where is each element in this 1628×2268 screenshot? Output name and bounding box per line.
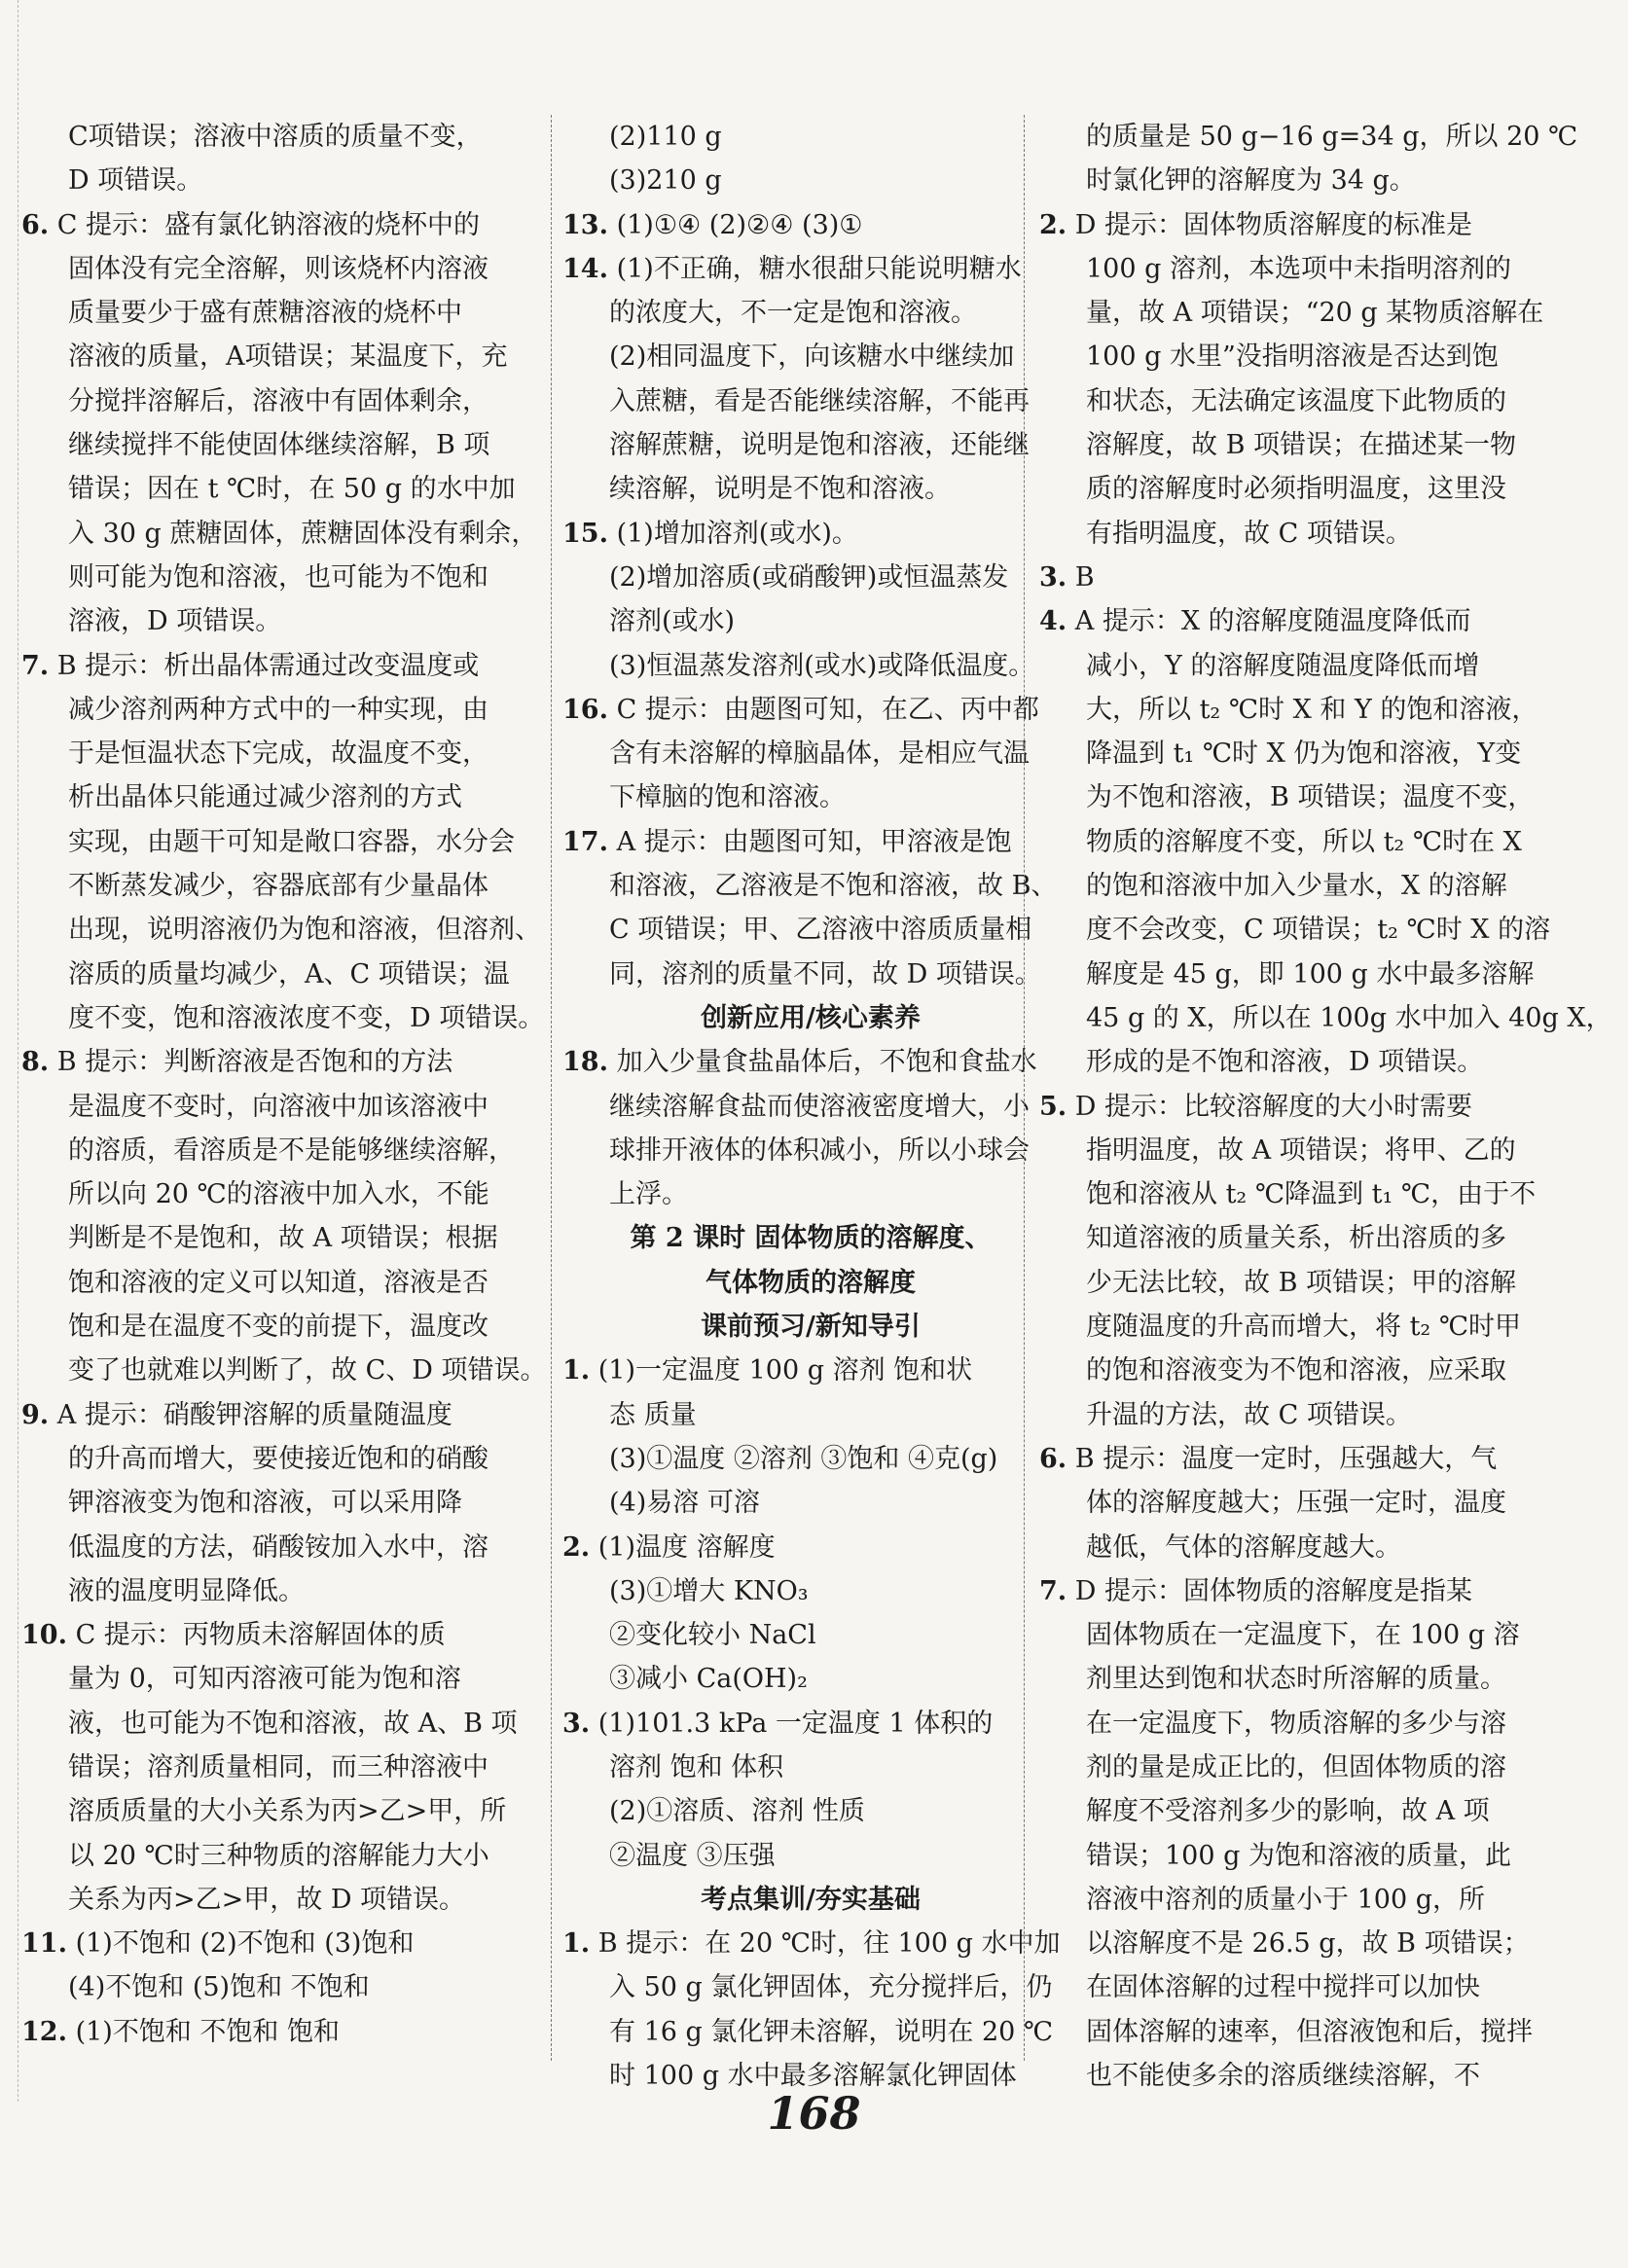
answer-line [1039, 1922, 1536, 1965]
answer-line [562, 2010, 1059, 2054]
section-heading [562, 1216, 1059, 1260]
answer-line [21, 1172, 537, 1216]
section-heading [562, 1878, 1059, 1922]
answer-text: 下樟脑的饱和溶液。 [609, 782, 846, 813]
answer-text: (3)①增大 KNO₃ [609, 1575, 809, 1606]
answer-item [1039, 1437, 1536, 1481]
answer-text: A 提示：硝酸钾溶解的质量随温度 [49, 1399, 452, 1430]
binding-margin [0, 0, 18, 2102]
answer-text: 度不变，饱和溶液浓度不变，D 项错误。 [68, 1002, 545, 1033]
answer-text: B [1067, 561, 1095, 593]
answer-text: 第 2 课时 固体物质的溶解度、 [630, 1223, 992, 1254]
question-number: 2. [1039, 209, 1067, 240]
answer-text: 度随温度的升高而增大，将 t₂ ℃时甲 [1086, 1312, 1522, 1343]
answer-item [1039, 1569, 1536, 1613]
answer-text: 时 100 g 水中最多溶解氯化钾固体 [609, 2061, 1017, 2092]
question-number: 3. [1039, 561, 1067, 593]
answer-line [21, 1657, 537, 1701]
answer-column-2 [562, 115, 1061, 2092]
answer-line [21, 775, 537, 819]
answer-line [21, 335, 537, 378]
answer-text: B 提示：温度一定时，压强越大，气 [1067, 1443, 1498, 1474]
question-number: 1. [562, 1928, 591, 1960]
answer-text: A 提示：由题图可知，甲溶液是饱 [607, 826, 1012, 857]
answer-text: 减小，Y 的溶解度随温度降低而增 [1086, 650, 1480, 681]
answer-text: 低温度的方法，硝酸铵加入水中，溶 [68, 1531, 488, 1563]
answer-line [1039, 732, 1536, 775]
answer-text: 错误；溶剂质量相同，而三种溶液中 [68, 1751, 488, 1782]
answer-text: 知道溶液的质量关系，析出溶质的多 [1086, 1223, 1506, 1254]
answer-text: (3)210 g [609, 165, 722, 197]
answer-text: (1)增加溶剂(或水)。 [607, 518, 858, 549]
answer-line [21, 1746, 537, 1789]
answer-line [1039, 1481, 1536, 1525]
question-number: 7. [1039, 1575, 1067, 1606]
answer-text: 时氯化钾的溶解度为 34 g。 [1086, 165, 1416, 197]
answer-line [1039, 688, 1536, 732]
answer-text: D 提示：固体物质溶解度的标准是 [1067, 209, 1472, 240]
answer-text: 升温的方法，故 C 项错误。 [1086, 1399, 1412, 1430]
question-number: 12. [21, 2016, 67, 2047]
page-number: 168 [767, 2087, 861, 2140]
answer-text: 态 质量 [609, 1399, 697, 1430]
answer-line [21, 599, 537, 643]
answer-line [21, 247, 537, 291]
answer-text: 实现，由题干可知是敞口容器，水分会 [68, 826, 515, 857]
answer-line [562, 291, 1059, 335]
answer-text: 考点集训/夯实基础 [701, 1884, 921, 1915]
answer-text: 有 16 g 氯化钾未溶解，说明在 20 ℃ [609, 2016, 1054, 2047]
answer-line [1039, 1216, 1536, 1260]
answer-text: 形成的是不饱和溶液，D 项错误。 [1086, 1047, 1484, 1078]
question-number: 17. [562, 826, 608, 857]
answer-text: 为不饱和溶液，B 项错误；温度不变， [1086, 782, 1535, 813]
answer-item [21, 1922, 537, 1965]
answer-text: 的饱和溶液变为不饱和溶液，应采取 [1086, 1355, 1506, 1386]
answer-item [562, 1922, 1059, 1965]
answer-text: 钾溶液变为饱和溶液，可以采用降 [68, 1488, 462, 1519]
answer-text: 溶质的质量均减少，A、C 项错误；温 [68, 958, 510, 990]
answer-text: 大，所以 t₂ ℃时 X 和 Y 的饱和溶液， [1086, 694, 1538, 725]
answer-text: A 提示：X 的溶解度随温度降低而 [1067, 606, 1471, 637]
answer-line [1039, 1040, 1536, 1084]
answer-text: 溶剂(或水) [609, 606, 736, 637]
answer-text: B 提示：判断溶液是否饱和的方法 [49, 1047, 453, 1078]
answer-line [1039, 644, 1536, 688]
answer-text: 继续溶解食盐而使溶液密度增大，小 [609, 1091, 1030, 1122]
question-number: 3. [562, 1708, 591, 1739]
answer-line [1039, 1349, 1536, 1392]
question-number: 15. [562, 518, 608, 549]
answer-text: 变了也就难以判断了，故 C、D 项错误。 [68, 1355, 547, 1386]
answer-line [21, 1526, 537, 1569]
answer-item [1039, 556, 1536, 599]
answer-line [21, 1569, 537, 1613]
answer-item [562, 1526, 1059, 1569]
answer-text: 同，溶剂的质量不同，故 D 项错误。 [609, 958, 1041, 990]
answer-text: 续溶解，说明是不饱和溶液。 [609, 474, 951, 505]
answer-line [1039, 512, 1536, 556]
answer-text: 关系为丙>乙>甲，故 D 项错误。 [68, 1884, 466, 1915]
answer-line [21, 1261, 537, 1305]
answer-text: 出现，说明溶液仍为饱和溶液，但溶剂、 [68, 915, 541, 946]
answer-line [21, 1129, 537, 1172]
answer-text: 上浮。 [609, 1179, 688, 1210]
answer-line [21, 1481, 537, 1525]
answer-column-1 [21, 115, 547, 2047]
answer-text: 100 g 溶剂，本选项中未指明溶剂的 [1086, 253, 1511, 284]
answer-text: (3)①温度 ②溶剂 ③饱和 ④克(g) [609, 1443, 998, 1474]
answer-text: 固体溶解的速率，但溶液饱和后，搅拌 [1086, 2016, 1533, 2047]
answer-text: 质量要少于盛有蔗糖溶液的烧杯中 [68, 298, 462, 329]
answer-line [21, 1437, 537, 1481]
answer-line [562, 1393, 1059, 1437]
answer-line [1039, 2010, 1536, 2054]
answer-text: 的饱和溶液中加入少量水，X 的溶解 [1086, 871, 1507, 902]
answer-line [1039, 467, 1536, 511]
answer-line [1039, 1393, 1536, 1437]
answer-item [562, 203, 1059, 247]
answer-text: 45 g 的 X，所以在 100g 水中加入 40g X， [1086, 1002, 1612, 1033]
answer-line [562, 644, 1059, 688]
answer-item [21, 203, 537, 247]
answer-text: 有指明温度，故 C 项错误。 [1086, 518, 1412, 549]
answer-line [1039, 1657, 1536, 1701]
answer-text: 量，故 A 项错误；“20 g 某物质溶解在 [1086, 298, 1544, 329]
answer-text: ②变化较小 NaCl [609, 1620, 816, 1651]
answer-text: (1)一定温度 100 g 溶剂 饱和状 [590, 1355, 973, 1386]
answer-text: 则可能为饱和溶液，也可能为不饱和 [68, 561, 488, 593]
answer-line [1039, 115, 1578, 159]
answer-line [21, 291, 537, 335]
column-divider [1024, 115, 1025, 2061]
question-number: 16. [562, 694, 608, 725]
answer-text: 以 20 ℃时三种物质的溶解能力大小 [68, 1840, 489, 1871]
answer-text: 入 30 g 蔗糖固体，蔗糖固体没有剩余， [68, 518, 538, 549]
answer-line [1039, 1965, 1536, 2009]
answer-item [21, 644, 537, 688]
answer-line [1039, 1526, 1536, 1569]
question-number: 6. [1039, 1443, 1067, 1474]
answer-line [1039, 820, 1536, 864]
answer-text: 于是恒温状态下完成，故温度不变， [68, 738, 488, 770]
answer-text: 饱和溶液从 t₂ ℃降温到 t₁ ℃，由于不 [1086, 1179, 1537, 1210]
question-number: 7. [21, 650, 50, 681]
answer-line [21, 1965, 537, 2009]
answer-text: (1)101.3 kPa 一定温度 1 体积的 [590, 1708, 994, 1739]
answer-item [21, 1040, 537, 1084]
answer-text: 球排开液体的体积减小，所以小球会 [609, 1134, 1030, 1166]
answer-text: (3)恒温蒸发溶剂(或水)或降低温度。 [609, 650, 1035, 681]
answer-text: (2)①溶质、溶剂 性质 [609, 1796, 865, 1827]
answer-item [562, 820, 1059, 864]
answer-text: (1)不正确，糖水很甜只能说明糖水 [607, 253, 1022, 284]
answer-line [562, 1657, 1059, 1701]
answer-item [21, 1613, 537, 1657]
answer-line [21, 864, 537, 908]
answer-line [562, 1481, 1059, 1525]
answer-line [21, 467, 537, 511]
answer-text: 和状态，无法确定该温度下此物质的 [1086, 385, 1506, 416]
answer-text: 饱和溶液的定义可以知道，溶液是否 [68, 1267, 488, 1298]
answer-text: 固体物质在一定温度下，在 100 g 溶 [1086, 1620, 1520, 1651]
answer-text: 判断是不是饱和，故 A 项错误；根据 [68, 1223, 498, 1254]
answer-line [562, 908, 1059, 952]
answer-line [21, 1834, 537, 1878]
answer-text: C 提示：盛有氯化钠溶液的烧杯中的 [49, 209, 481, 240]
answer-line [21, 1878, 537, 1922]
answer-line [21, 1789, 537, 1833]
answer-text: (2)110 g [609, 122, 722, 152]
answer-line [1039, 159, 1536, 202]
answer-item [21, 1393, 537, 1437]
answer-text: 溶液中溶剂的质量小于 100 g，所 [1086, 1884, 1485, 1915]
answer-column-3 [1039, 115, 1612, 2092]
answer-text: 是温度不变时，向溶液中加该溶液中 [68, 1091, 488, 1122]
answer-line [1039, 423, 1536, 467]
answer-text: 溶液的质量，A项错误；某温度下，充 [68, 342, 508, 373]
answer-text: 所以向 20 ℃的溶液中加入水，不能 [68, 1179, 489, 1210]
answer-text: C 提示：丙物质未溶解固体的质 [66, 1620, 446, 1651]
question-number: 14. [562, 253, 608, 284]
answer-text: 量为 0，可知丙溶液可能为饱和溶 [68, 1664, 461, 1695]
answer-text: (1)不饱和 (2)不饱和 (3)饱和 [66, 1928, 415, 1960]
answer-text: 溶剂 饱和 体积 [609, 1751, 784, 1782]
answer-text: 含有未溶解的樟脑晶体，是相应气温 [609, 738, 1030, 770]
answer-line [562, 953, 1059, 996]
answer-text: D 提示：比较溶解度的大小时需要 [1067, 1091, 1472, 1122]
answer-line [21, 732, 537, 775]
answer-text: 课前预习/新知导引 [701, 1312, 921, 1343]
answer-text: 的溶质，看溶质是不是能够继续溶解， [68, 1134, 515, 1166]
answer-text: 的升高而增大，要使接近饱和的硝酸 [68, 1443, 488, 1474]
answer-item [1039, 203, 1536, 247]
answer-line [1039, 1613, 1536, 1657]
answer-text: 减少溶剂两种方式中的一种实现，由 [68, 694, 488, 725]
answer-text: D 提示：固体物质的溶解度是指某 [1067, 1575, 1472, 1606]
answer-line [21, 423, 537, 467]
answer-item [562, 1040, 1059, 1084]
answer-line [562, 599, 1059, 643]
answer-line [562, 1746, 1059, 1789]
answer-text: 固体没有完全溶解，则该烧杯内溶液 [68, 253, 488, 284]
answer-text: 降温到 t₁ ℃时 X 仍为饱和溶液，Y变 [1086, 738, 1522, 770]
answer-text: 物质的溶解度不变，所以 t₂ ℃时在 X [1086, 826, 1522, 857]
section-heading [562, 996, 1059, 1040]
answer-text: 创新应用/核心素养 [701, 1002, 921, 1033]
answer-item [21, 2010, 537, 2054]
answer-text: 在固体溶解的过程中搅拌可以加快 [1086, 1972, 1480, 2003]
answer-line [1039, 335, 1536, 378]
answer-text: 气体物质的溶解度 [705, 1267, 916, 1298]
answer-text: 溶液，D 项错误。 [68, 606, 282, 637]
answer-text: (1)①④ (2)②④ (3)① [607, 209, 863, 240]
answer-item [1039, 1085, 1536, 1129]
answer-text: (2)增加溶质(或硝酸钾)或恒温蒸发 [609, 561, 1009, 593]
answer-text: 解度不受溶剂多少的影响，故 A 项 [1086, 1796, 1490, 1827]
answer-text: 液，也可能为不饱和溶液，故 A、B 项 [68, 1708, 518, 1739]
answer-text: ②温度 ③压强 [609, 1840, 776, 1871]
question-number: 13. [562, 209, 608, 240]
answer-line [1039, 1834, 1536, 1878]
answer-line [562, 379, 1059, 423]
answer-text: 溶解度，故 B 项错误；在描述某一物 [1086, 430, 1517, 461]
answer-line [1039, 864, 1536, 908]
answer-line [21, 1702, 537, 1746]
answer-text: C 项错误；甲、乙溶液中溶质质量相 [609, 915, 1032, 946]
answer-line [562, 159, 1059, 202]
answer-text: 体的溶解度越大；压强一定时，温度 [1086, 1488, 1506, 1519]
answer-line [1039, 1746, 1536, 1789]
answer-text: 的质量是 50 g−16 g=34 g，所以 20 ℃ [1086, 122, 1578, 152]
answer-line [562, 423, 1059, 467]
answer-text: 解度是 45 g，即 100 g 水中最多溶解 [1086, 958, 1535, 990]
answer-line [1039, 1878, 1536, 1922]
answer-text: 剂里达到饱和状态时所溶解的质量。 [1086, 1664, 1506, 1695]
answer-text: 100 g 水里”没指明溶液是否达到饱 [1086, 342, 1499, 373]
question-number: 11. [21, 1928, 67, 1960]
answer-line [1039, 379, 1536, 423]
answer-line [562, 1965, 1059, 2009]
answer-line [562, 1172, 1059, 1216]
answer-line [1039, 1789, 1536, 1833]
question-number: 2. [562, 1531, 591, 1563]
answer-line [1039, 1702, 1536, 1746]
answer-text: 溶解蔗糖，说明是饱和溶液，还能继 [609, 430, 1030, 461]
answer-line [21, 953, 537, 996]
question-number: 6. [21, 209, 50, 240]
answer-line [1039, 953, 1536, 996]
answer-text: D 项错误。 [68, 165, 203, 197]
answer-line [21, 908, 541, 952]
answer-line [562, 1834, 1059, 1878]
answer-text: ③减小 Ca(OH)₂ [609, 1664, 808, 1695]
answer-text: 饱和是在温度不变的前提下，温度改 [68, 1312, 488, 1343]
answer-text: 少无法比较，故 B 项错误；甲的溶解 [1086, 1267, 1517, 1298]
answer-line [21, 556, 537, 599]
answer-line [562, 1569, 1059, 1613]
answer-text: (1)不饱和 不饱和 饱和 [66, 2016, 340, 2047]
answer-text: 剂的量是成正比的，但固体物质的溶 [1086, 1751, 1506, 1782]
answer-text: (4)不饱和 (5)饱和 不饱和 [68, 1972, 370, 2003]
answer-text: 继续搅拌不能使固体继续溶解，B 项 [68, 430, 490, 461]
answer-line [562, 1437, 1059, 1481]
answer-text: 度不会改变，C 项错误；t₂ ℃时 X 的溶 [1086, 915, 1551, 946]
answer-text: 指明温度，故 A 项错误；将甲、乙的 [1086, 1134, 1516, 1166]
answer-text: B 提示：在 20 ℃时，往 100 g 水中加 [590, 1928, 1061, 1960]
question-number: 10. [21, 1620, 67, 1651]
answer-line [1039, 1129, 1536, 1172]
answer-text: (1)温度 溶解度 [590, 1531, 776, 1563]
answer-text: B 提示：析出晶体需通过改变温度或 [49, 650, 480, 681]
answer-text: (2)相同温度下，向该糖水中继续加 [609, 342, 1015, 373]
answer-line [1039, 775, 1536, 819]
answer-text: 液的温度明显降低。 [68, 1575, 305, 1606]
answer-line [1039, 1172, 1536, 1216]
answer-line [562, 115, 1059, 159]
answer-line [21, 820, 537, 864]
question-number: 1. [562, 1355, 591, 1386]
answer-line [1039, 1305, 1536, 1349]
answer-item [562, 1349, 1059, 1392]
answer-text: 的浓度大，不一定是饱和溶液。 [609, 298, 977, 329]
answer-item [562, 512, 1059, 556]
answer-text: 越低，气体的溶解度越大。 [1086, 1531, 1401, 1563]
answer-line [562, 1613, 1059, 1657]
column-divider [551, 115, 552, 2061]
answer-line [562, 556, 1059, 599]
answer-line [562, 775, 1059, 819]
answer-line [562, 1129, 1059, 1172]
answer-line [562, 1789, 1059, 1833]
answer-line [1039, 996, 1612, 1040]
answer-line [21, 115, 537, 159]
section-heading [562, 1305, 1059, 1349]
answer-text: 分搅拌溶解后，溶液中有固体剩余， [68, 385, 488, 416]
answer-line [21, 688, 537, 732]
answer-line [21, 1216, 537, 1260]
answer-line [21, 996, 545, 1040]
answer-text: 错误；100 g 为饱和溶液的质量，此 [1086, 1840, 1511, 1871]
question-number: 8. [21, 1047, 50, 1078]
answer-item [562, 1702, 1059, 1746]
answer-item [562, 247, 1059, 291]
answer-text: 在一定温度下，物质溶解的多少与溶 [1086, 1708, 1506, 1739]
answer-text: (4)易溶 可溶 [609, 1488, 760, 1519]
question-number: 5. [1039, 1091, 1067, 1122]
question-number: 9. [21, 1399, 50, 1430]
answer-text: 以溶解度不是 26.5 g，故 B 项错误； [1086, 1928, 1530, 1960]
answer-line [21, 1305, 537, 1349]
answer-line [1039, 1261, 1536, 1305]
answer-line [1039, 908, 1551, 952]
answer-line [562, 732, 1059, 775]
answer-line [21, 1349, 547, 1392]
answer-line [562, 1085, 1059, 1129]
answer-line [21, 379, 537, 423]
answer-text: 不断蒸发减少，容器底部有少量晶体 [68, 871, 488, 902]
answer-line [21, 512, 537, 556]
answer-text: 加入少量食盐晶体后，不饱和食盐水 [607, 1047, 1037, 1078]
answer-line [562, 864, 1059, 908]
answer-line [562, 335, 1059, 378]
answer-text: 入 50 g 氯化钾固体，充分搅拌后，仍 [609, 1972, 1053, 2003]
answer-item [1039, 599, 1536, 643]
answer-text: 错误；因在 t ℃时，在 50 g 的水中加 [68, 474, 516, 505]
answer-text: 质的溶解度时必须指明温度，这里没 [1086, 474, 1506, 505]
answer-text: C项错误；溶液中溶质的质量不变， [68, 122, 483, 152]
answer-line [562, 467, 1059, 511]
question-number: 18. [562, 1047, 608, 1078]
question-number: 4. [1039, 606, 1067, 637]
answer-line [1039, 247, 1536, 291]
answer-text: C 提示：由题图可知，在乙、丙中都 [607, 694, 1039, 725]
answer-text: 溶质质量的大小关系为丙>乙>甲，所 [68, 1796, 507, 1827]
answer-item [562, 688, 1059, 732]
answer-line [21, 159, 537, 202]
answer-text: 也不能使多余的溶质继续溶解，不 [1086, 2061, 1480, 2092]
answer-text: 析出晶体只能通过减少溶剂的方式 [68, 782, 462, 813]
answer-text: 入蔗糖，看是否能继续溶解，不能再 [609, 385, 1030, 416]
answer-line [21, 1085, 537, 1129]
section-heading [562, 1261, 1059, 1305]
answer-line [1039, 291, 1544, 335]
answer-text: 和溶液，乙溶液是不饱和溶液，故 B、 [609, 871, 1058, 902]
